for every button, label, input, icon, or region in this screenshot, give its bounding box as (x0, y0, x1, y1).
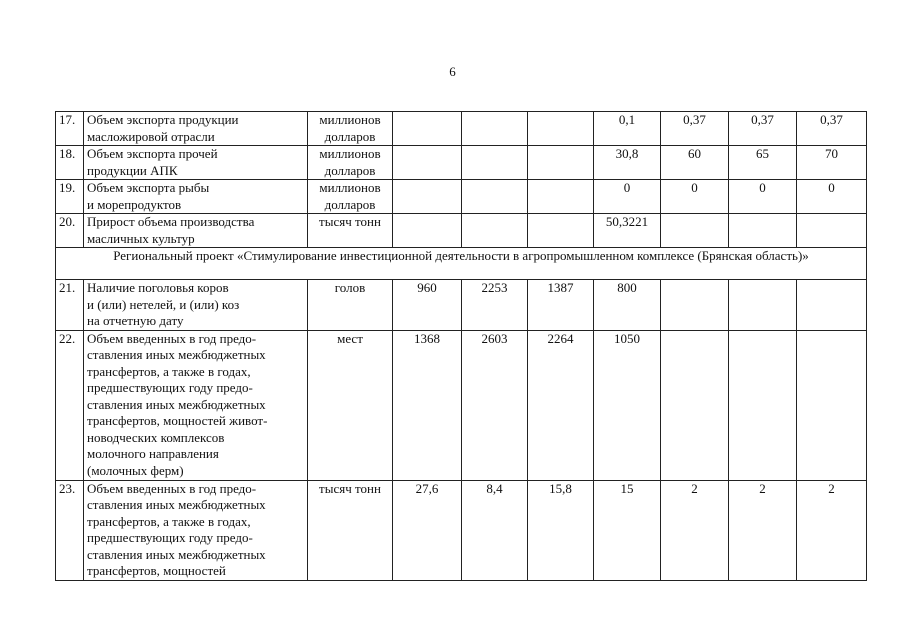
value-cell (797, 280, 867, 331)
indicator-name-text: Объем экспорта рыбы и морепродуктов (87, 180, 210, 212)
value-cell (462, 146, 528, 180)
indicator-name (84, 280, 308, 331)
value-cell (729, 112, 797, 146)
table-row (56, 480, 867, 580)
value-cell-text: 960 (417, 280, 437, 295)
indicator-name (84, 214, 308, 248)
value-cell (594, 480, 661, 580)
value-cell (594, 214, 661, 248)
unit-cell-text: мест (337, 330, 363, 346)
value-cell (528, 214, 594, 248)
value-cell (528, 330, 594, 480)
value-cell (594, 146, 661, 180)
unit-cell-text: миллионов долларов (319, 146, 381, 178)
value-cell (393, 214, 462, 248)
section-title: Региональный проект «Стимулирование инвестиционной деятельности в агропромышленном комплексе (Брянская область)» (56, 248, 867, 280)
value-cell (797, 480, 867, 580)
value-cell (661, 146, 729, 180)
value-cell-text: 2253 (481, 280, 508, 295)
page-number: 6 (449, 64, 456, 79)
row-number (56, 180, 84, 214)
value-cell (462, 480, 528, 580)
value-cell (594, 330, 661, 480)
indicator-name (84, 112, 308, 146)
value-cell-text: 0,1 (618, 112, 636, 127)
row-number (56, 146, 84, 180)
value-cell-text: 2 (828, 480, 835, 496)
value-cell-text: 15 (620, 480, 634, 496)
table-row (56, 180, 867, 214)
value-cell (393, 146, 462, 180)
value-cell-text: 1368 (414, 330, 440, 346)
unit-cell (308, 146, 393, 180)
row-number (56, 214, 84, 248)
value-cell (462, 330, 528, 480)
table-row (56, 330, 867, 480)
value-cell (393, 280, 462, 331)
unit-cell (308, 280, 393, 331)
row-number-text: 20. (59, 214, 76, 229)
value-cell-text: 0 (623, 180, 631, 195)
value-cell (729, 480, 797, 580)
value-cell-text: 2 (691, 480, 698, 496)
value-cell-text: 2 (759, 480, 766, 496)
value-cell-text: 1387 (547, 280, 574, 295)
unit-cell-text: тысяч тонн (319, 480, 381, 496)
value-cell-text: 0 (828, 180, 835, 195)
value-cell (393, 330, 462, 480)
value-cell (661, 280, 729, 331)
table-row (56, 112, 867, 146)
value-cell (393, 480, 462, 580)
value-cell-text: 0,37 (820, 112, 843, 127)
row-number-text: 19. (59, 180, 76, 195)
value-cell (528, 146, 594, 180)
value-cell (661, 180, 729, 214)
unit-cell-text: миллионов долларов (319, 180, 381, 212)
value-cell-text: 27,6 (415, 480, 439, 496)
table-row (56, 280, 867, 331)
value-cell (528, 112, 594, 146)
value-cell (729, 214, 797, 248)
value-cell (661, 480, 729, 580)
indicator-name-text: Объем экспорта прочей продукции АПК (87, 146, 218, 178)
value-cell-text: 60 (688, 146, 701, 161)
value-cell (393, 112, 462, 146)
table-row (56, 146, 867, 180)
value-cell (393, 180, 462, 214)
value-cell-text: 8,4 (486, 480, 503, 496)
value-cell-text: 50,3221 (605, 214, 649, 229)
value-cell-text: 2603 (481, 330, 508, 346)
unit-cell (308, 180, 393, 214)
row-number-text: 22. (59, 330, 76, 346)
value-cell (797, 214, 867, 248)
indicator-name-text: Объем введенных в год предо- ставления иных межбюджетных трансфертов, а также в годах, предшествующих году предо- ставления иных межбюджетных трансфертов, мощностей (87, 480, 266, 578)
value-cell (729, 180, 797, 214)
value-cell (528, 480, 594, 580)
indicator-name (84, 180, 308, 214)
value-cell (462, 280, 528, 331)
value-cell-text: 800 (617, 280, 637, 295)
indicators-table (55, 111, 867, 581)
indicator-name (84, 330, 308, 480)
value-cell-text: 0,37 (683, 112, 706, 127)
value-cell-text: 30,8 (615, 146, 639, 161)
value-cell-text: 0,37 (751, 112, 774, 127)
table-row (56, 214, 867, 248)
indicator-name (84, 146, 308, 180)
value-cell (462, 180, 528, 214)
indicator-name-text: Объем экспорта продукции масложировой отрасли (87, 112, 239, 144)
unit-cell (308, 112, 393, 146)
indicator-name-text: Объем введенных в год предо- ставления иных межбюджетных трансфертов, а также в годах, предшествующих году предо- ставления иных межбюджетных трансфертов, мощностей живот- новодческих комплексов молочного направления (молочных ферм) (87, 330, 268, 478)
unit-cell (308, 330, 393, 480)
unit-cell-text: миллионов долларов (319, 112, 381, 144)
row-number (56, 112, 84, 146)
row-number (56, 280, 84, 331)
value-cell-text: 0 (759, 180, 766, 195)
row-number (56, 330, 84, 480)
value-cell-text: 15,8 (549, 480, 572, 496)
value-cell-text: 2264 (547, 330, 574, 346)
indicator-name-text: Наличие поголовья коров и (или) нетелей, и (или) коз на отчетную дату (87, 280, 240, 328)
value-cell (797, 180, 867, 214)
value-cell (661, 330, 729, 480)
value-cell-text: 70 (825, 146, 838, 161)
row-number-text: 18. (59, 146, 76, 161)
row-number-text: 17. (59, 112, 76, 127)
value-cell (729, 330, 797, 480)
value-cell (594, 180, 661, 214)
row-number-text: 23. (59, 480, 76, 496)
value-cell (661, 214, 729, 248)
indicator-name (84, 480, 308, 580)
value-cell (729, 280, 797, 331)
value-cell (797, 146, 867, 180)
value-cell (594, 280, 661, 331)
value-cell-text: 0 (691, 180, 698, 195)
value-cell-text: 65 (756, 146, 769, 161)
value-cell (462, 112, 528, 146)
value-cell (594, 112, 661, 146)
row-number (56, 480, 84, 580)
unit-cell (308, 480, 393, 580)
value-cell (661, 112, 729, 146)
value-cell (528, 280, 594, 331)
unit-cell-text: голов (334, 280, 366, 295)
value-cell (729, 146, 797, 180)
indicator-name-text: Прирост объема производства масличных культур (87, 214, 255, 246)
unit-cell (308, 214, 393, 248)
unit-cell-text: тысяч тонн (319, 214, 381, 229)
value-cell (528, 180, 594, 214)
value-cell (462, 214, 528, 248)
section-row (56, 248, 867, 280)
value-cell-text: 1050 (614, 330, 640, 346)
value-cell (797, 112, 867, 146)
value-cell (797, 330, 867, 480)
row-number-text: 21. (59, 280, 76, 295)
